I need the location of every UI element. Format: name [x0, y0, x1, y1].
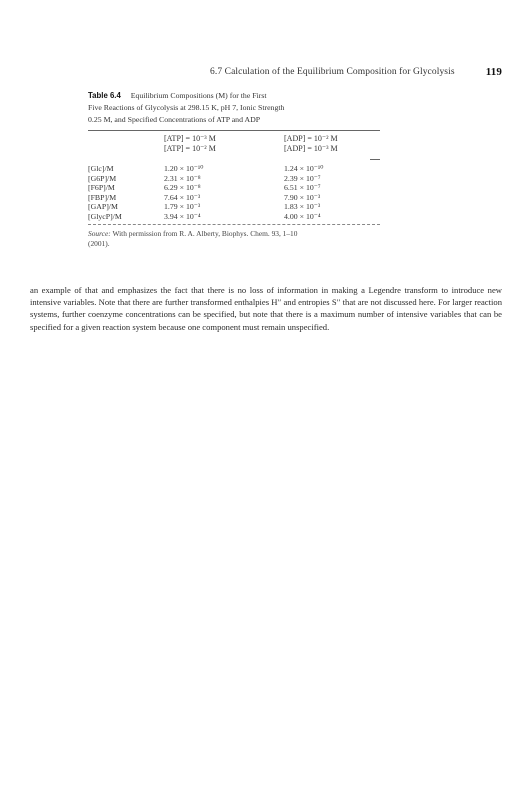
- row-value-2: 2.39 × 10⁻⁷: [284, 173, 321, 183]
- table-block: [88, 90, 380, 249]
- caption-line-2: Five Reactions of Glycolysis at 298.15 K, pH 7, Ionic Strength: [88, 103, 285, 112]
- table-header: [88, 131, 380, 159]
- row-value-1: 6.29 × 10⁻⁸: [164, 183, 201, 193]
- table-row: [88, 212, 380, 222]
- running-head-title: 6.7 Calculation of the Equilibrium Composition for Glycolysis: [210, 67, 455, 77]
- table-row: [88, 174, 380, 184]
- running-head: [210, 67, 502, 77]
- source-text: With permission from R. A. Alberty, Biophys. Chem. 93, 1–10: [112, 228, 298, 238]
- row-label: [F6P]/M: [88, 183, 115, 193]
- row-value-2: 7.90 × 10⁻³: [284, 192, 321, 202]
- row-value-2: 4.00 × 10⁻⁴: [284, 211, 321, 221]
- col-header-1-line-2: [ATP] = 10⁻² M: [164, 144, 216, 153]
- row-label: [GlycP]/M: [88, 211, 122, 221]
- table-caption: [88, 90, 380, 126]
- row-value-1: 7.64 × 10⁻³: [164, 192, 201, 202]
- caption-line-3: 0.25 M, and Specified Concentrations of ATP and ADP: [88, 115, 261, 124]
- row-label: [GAP]/M: [88, 202, 118, 212]
- table-row: [88, 183, 380, 193]
- row-label: [FBP]/M: [88, 192, 117, 202]
- table-body: [88, 164, 380, 222]
- source-text-2: (2001).: [88, 238, 110, 248]
- table-row: [88, 193, 380, 203]
- row-value-2: 6.51 × 10⁻⁷: [284, 183, 321, 193]
- row-label: [G6P]/M: [88, 173, 117, 183]
- col-header-1-line-1: [ATP] = 10⁻³ M: [164, 134, 216, 143]
- row-value-2: 1.24 × 10⁻¹⁰: [284, 164, 324, 173]
- table-bottom-rule: [88, 224, 380, 225]
- table-label: Table 6.4: [88, 91, 121, 100]
- row-value-2: 1.83 × 10⁻³: [284, 202, 321, 212]
- row-value-1: 1.20 × 10⁻¹⁰: [164, 164, 204, 173]
- col-header-2-line-2: [ADP] = 10⁻³ M: [284, 144, 338, 153]
- row-label: [Glc]/M: [88, 164, 114, 173]
- header-short-rule: [370, 159, 380, 160]
- row-value-1: 3.94 × 10⁻⁴: [164, 211, 201, 221]
- row-value-1: 2.31 × 10⁻⁸: [164, 173, 201, 183]
- source-label: Source:: [88, 228, 111, 238]
- caption-line-1: Equilibrium Compositions (M) for the First: [130, 91, 267, 100]
- row-value-1: 1.79 × 10⁻³: [164, 202, 201, 212]
- body-paragraph: an example of that and emphasizes the fact that there is no loss of information in making a Legendre transform to introduce new intensive variables. Note that there are further transformed enthalpies H′′ and entropies S′′ that are not discussed here. For larger reaction systems, further coenzyme concentrations can be specified, but note that there is a maximum number of intensive variables that can be specified for a given reaction system because one component must remain unspecified.: [30, 285, 502, 332]
- table-row: [88, 164, 380, 174]
- col-header-2-line-1: [ADP] = 10⁻² M: [284, 134, 338, 143]
- table-source-note: [88, 229, 380, 249]
- page-number: 119: [485, 66, 502, 78]
- table-row: [88, 202, 380, 212]
